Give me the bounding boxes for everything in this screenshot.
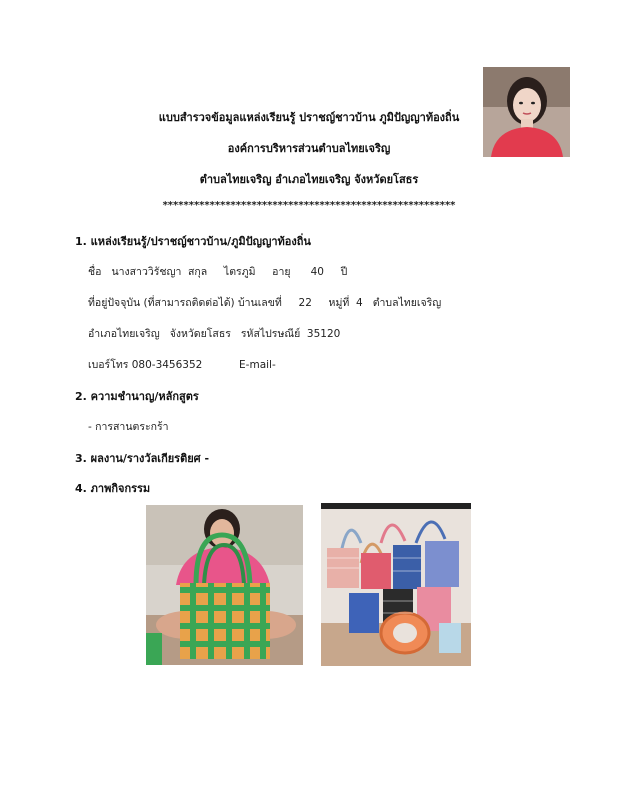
location-line: ตำบลไทยเจริญ อำเภอไทยเจริญ จังหวัดยโสธร: [199, 173, 419, 186]
section2-heading: 2. ความชำนาญ/หลักสูตร: [75, 390, 199, 403]
activity-photo-baskets-display: [321, 503, 471, 666]
basket-weaving-image: [146, 505, 303, 665]
activity-photo-basket: [146, 505, 303, 665]
expertise-item: - การสานตระกร้า: [88, 421, 169, 433]
district-line: อำเภอไทยเจริญ จังหวัดยโสธร รหัสไปรษณีย์ 35120: [88, 328, 341, 340]
section4-heading: 4. ภาพกิจกรรม: [75, 482, 151, 495]
survey-title: แบบสำรวจข้อมูลแหล่งเรียนรู้ ปราชญ์ชาวบ้าน ภูมิปัญญาท้องถิ่น: [158, 111, 460, 124]
name-line: ชื่อ นางสาววิรัชญา สกุล ไตรภูมิ อายุ 40 ปี: [88, 266, 348, 278]
section3-heading: 3. ผลงาน/รางวัลเกียรติยศ -: [75, 452, 210, 465]
baskets-display-image: [321, 503, 471, 666]
address-line: ที่อยู่ปัจจุบัน (ที่สามารถติดต่อได้) บ้านเลขที่ 22 หมู่ที่ 4 ตำบลไทยเจริญ: [88, 297, 442, 309]
star-divider: ********************************************************: [162, 200, 456, 211]
phone-line: เบอร์โทร 080-3456352 E-mail-: [88, 359, 276, 371]
section1-heading: 1. แหล่งเรียนรู้/ปราชญ์ชาวบ้าน/ภูมิปัญญาท้องถิ่น: [75, 235, 311, 248]
organization-name: องค์การบริหารส่วนตำบลไทยเจริญ: [227, 142, 391, 155]
